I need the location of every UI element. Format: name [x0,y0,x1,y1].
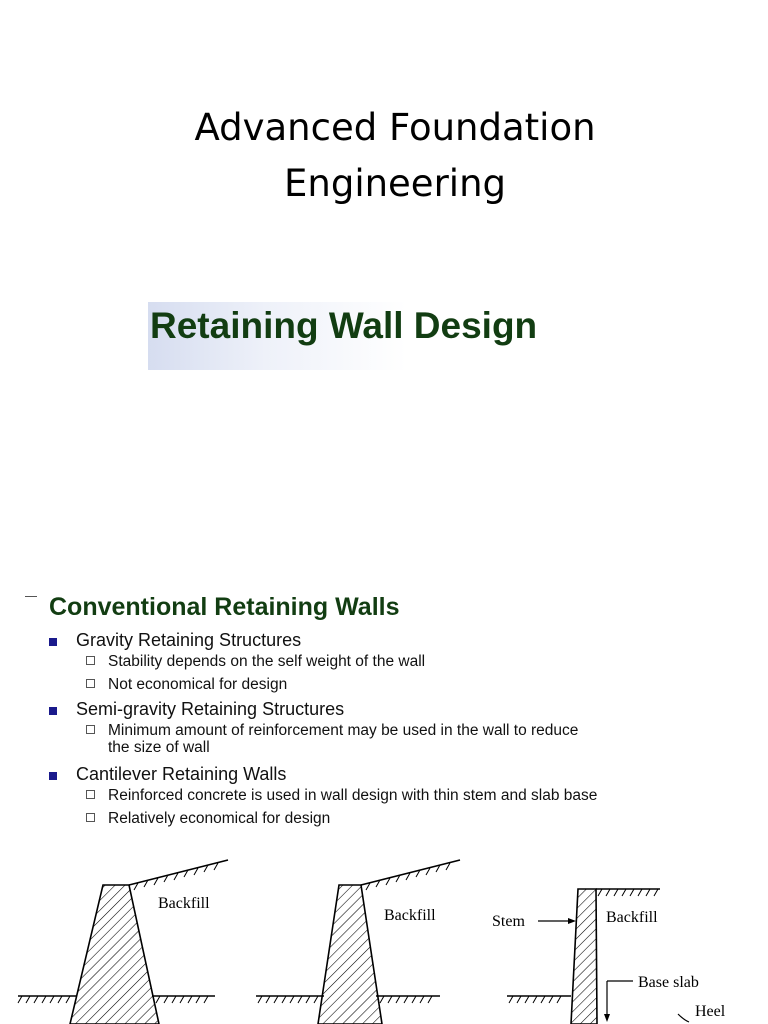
semi-gravity-backfill-label: Backfill [384,907,436,924]
square-bullet-icon [49,638,57,646]
bullet-item [0,630,768,653]
sub-bullet-text: Relatively economical for design [108,810,331,827]
slide-title: Conventional Retaining Walls [49,593,400,621]
gravity-backfill-label: Backfill [158,895,210,912]
bullet-item [0,699,768,722]
hollow-square-bullet-icon [86,725,95,734]
sub-bullet-item [0,722,768,764]
bullet-text: Semi-gravity Retaining Structures [76,699,345,719]
cantilever-wall-diagram [492,889,726,1024]
square-bullet-icon [49,707,57,715]
sub-bullet-text: Not economical for design [108,676,288,693]
bullet-item [0,764,768,787]
subtitle: Retaining Wall Design [150,305,538,346]
sub-bullet-text: Stability depends on the self weight of the wall [108,653,426,670]
course-title-line-1: Advanced Foundation [194,106,596,149]
bullet-list [0,630,768,833]
hollow-square-bullet-icon [86,813,95,822]
hollow-square-bullet-icon [86,679,95,688]
sub-bullet-text: Minimum amount of reinforcement may be used in the wall to reduce [108,722,579,739]
bullet-text: Cantilever Retaining Walls [76,764,287,784]
retaining-wall-figure [0,855,768,1024]
course-title-line-2: Engineering [284,162,506,205]
bullet-text: Gravity Retaining Structures [76,630,302,650]
hollow-square-bullet-icon [86,656,95,665]
sub-bullet-item [0,653,768,676]
square-bullet-icon [49,772,57,780]
base-slab-label: Base slab [638,974,699,991]
stem-label: Stem [492,913,525,930]
sub-bullet-item [0,787,768,810]
sub-bullet-item [0,676,768,699]
gravity-wall-diagram [18,860,228,1024]
heel-label: Heel [695,1003,726,1020]
sub-bullet-item [0,810,768,833]
sub-bullet-text: Reinforced concrete is used in wall design with thin stem and slab base [108,787,598,804]
semi-gravity-wall-diagram [256,860,460,1024]
cantilever-backfill-label: Backfill [606,909,658,926]
hollow-square-bullet-icon [86,790,95,799]
slide-corner-mark [25,596,37,597]
course-title [0,100,768,212]
sub-bullet-text-continued: the size of wall [108,739,210,756]
